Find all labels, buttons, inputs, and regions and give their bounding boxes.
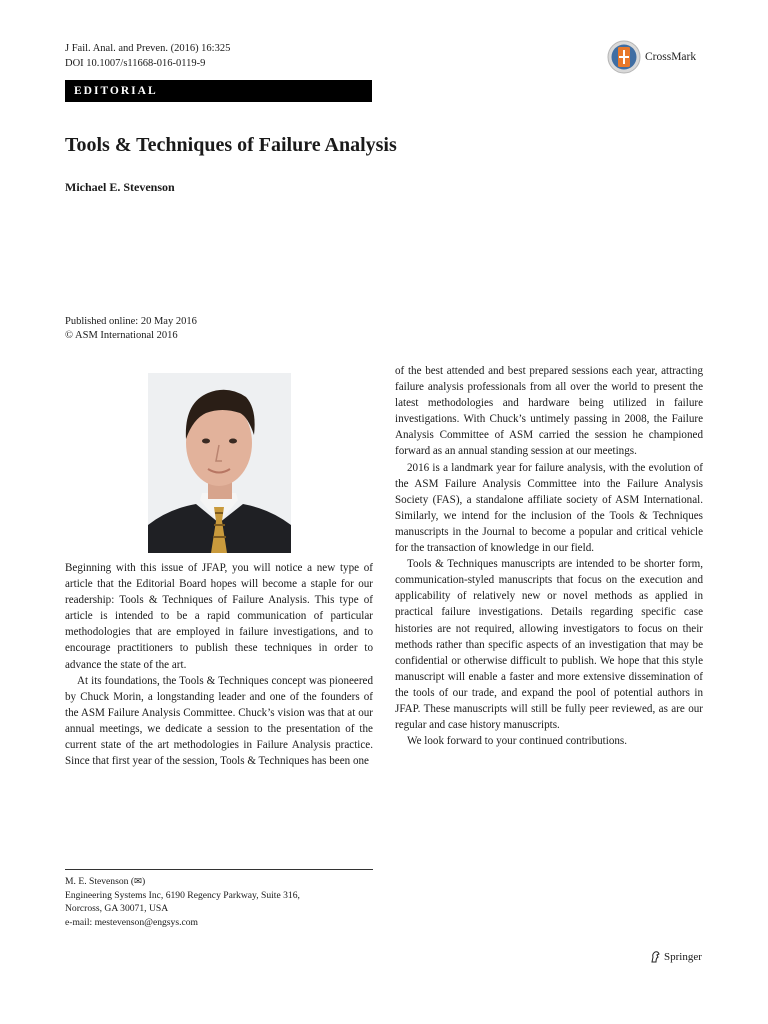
copyright-notice: © ASM International 2016 <box>65 330 178 341</box>
article-title: Tools & Techniques of Failure Analysis <box>65 134 397 156</box>
author-contact-name: M. E. Stevenson (✉) <box>65 876 146 887</box>
paragraph: We look forward to your continued contributions. <box>407 735 628 748</box>
author-name: Michael E. Stevenson <box>65 180 175 194</box>
author-affiliation <box>65 875 300 929</box>
doi-link[interactable]: DOI 10.1007/s11668-016-0119-9 <box>65 58 206 69</box>
crossmark-label: CrossMark <box>645 51 697 63</box>
paragraph: of the best attended and best prepared sessions each year, attracting failure analysis professionals from all over the world to present the latest methodologies and hardware being utilized in failure investigations. With Chuck’s untimely passing in 2008, the Failure Analysis Committee of ASM carried the session he championed forward as an annual standing session at our meetings. <box>395 365 703 458</box>
author-email[interactable]: e-mail: mestevenson@engsys.com <box>65 916 198 928</box>
journal-reference: J Fail. Anal. and Preven. (2016) 16:325 <box>65 43 231 54</box>
paragraph: At its foundations, the Tools & Techniques concept was pioneered by Chuck Morin, a longstanding leader and one of the founders of the ASM Failure Analysis Committee. Chuck’s vision was that at our annual meetings, we dedicate a session to the presentation of the current state of the art methodologies in Failure Analysis practice. Since that first year of the session, Tools & Techniques has been one <box>65 674 373 768</box>
paragraph: 2016 is a landmark year for failure analysis, with the evolution of the ASM Failure Analysis Committee into the Failure Analysis Society (FAS), a standalone affiliate society of ASM International. Similarly, we intend for the inclusion of the Tools & Techniques manuscripts in the Journal to become a popular and critical vehicle for the transaction of knowledge in our field. <box>395 461 703 555</box>
body-column-right <box>395 363 703 749</box>
springer-horse-icon <box>650 951 661 963</box>
paragraph: Beginning with this issue of JFAP, you will notice a new type of article that the Editorial Board hopes will become a staple for our readership: Tools & Techniques of Failure Analysis. This type of article is intended to be a rapid communication of particular methodologies that are employed in failure investigations, and to encourage practitioners to publish these techniques in order to advance the state of the art. <box>65 562 373 671</box>
section-label: EDITORIAL <box>65 80 372 102</box>
affiliation-address: Engineering Systems Inc, 6190 Regency Parkway, Suite 316, <box>65 889 300 901</box>
author-photo <box>148 373 291 553</box>
crossmark-icon <box>607 40 641 74</box>
affiliation-city: Norcross, GA 30071, USA <box>65 903 169 914</box>
publication-info <box>65 315 197 343</box>
paragraph: Tools & Techniques manuscripts are intended to be shorter form, communication-styled manuscripts that focus on the execution and applicability of relatively new or novel methods as applied in practical failure investigations. Details regarding specific case histories are not required, allowing investigators to focus on their methods rather than specific aspects of an investigation that may be confidential or otherwise difficult to publish. We hope that this style manuscript will enable a faster and more extensive dissemination of the tools of our trade, and expand the pool of potential authors in JFAP. These manuscripts will still be fully peer reviewed, as are our regular and case history manuscripts. <box>395 558 703 732</box>
publisher-logo <box>650 951 702 963</box>
footnote-divider <box>65 869 373 870</box>
published-date: Published online: 20 May 2016 <box>65 316 197 327</box>
publisher-name: Springer <box>664 951 702 963</box>
body-column-left <box>65 560 373 769</box>
crossmark-badge[interactable] <box>607 38 707 76</box>
